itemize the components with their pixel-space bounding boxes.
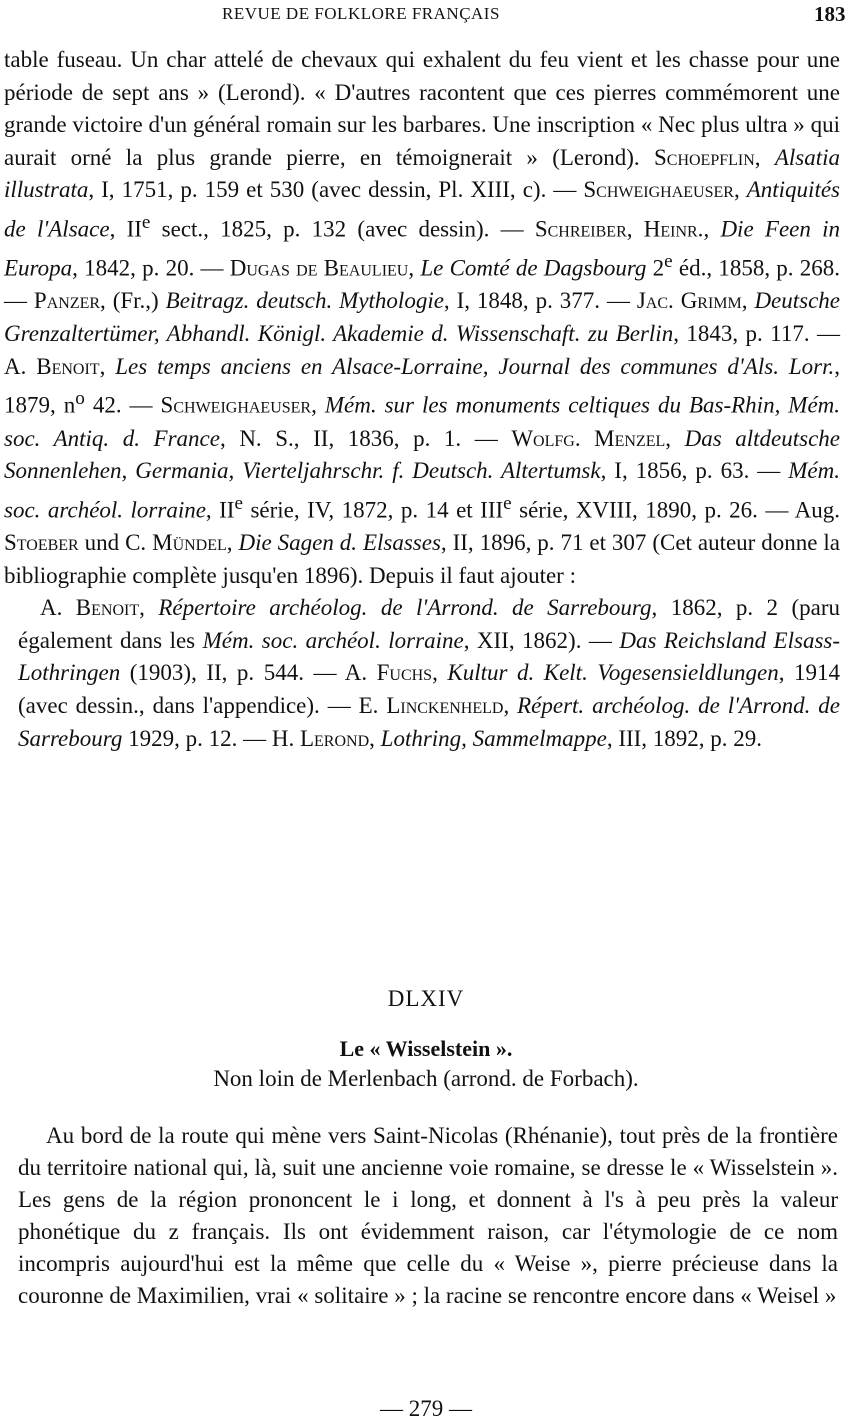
section-body: Au bord de la route qui mène vers Saint-Nicolas (Rhénanie), tout près de la frontière du territoire national qui, là, suit une ancienne voie romaine, se dresse le « Wisselstein ». Les gens de la région prononcent le i long, et donnent à l's à peu près la valeur phonétique du z français. Ils ont évidemment raison, car l'étymologie de ce nom incompris aujourd'hui est la même que celle du « Weise », pierre précieuse dans la couronne de Maximilien, vrai « solitaire » ; la racine se rencontre encore dans « Weisel » xyxy=(18,1123,838,1309)
text-run: , 1914 (avec dessin., dans l'appendice). — E. xyxy=(18,660,841,718)
text-run: , xyxy=(408,255,421,281)
text-run: , N. S., II, 1836, p. 1. — xyxy=(219,425,512,451)
text-run: , 1862, p. 2 (paru également dans les xyxy=(18,595,841,653)
text-run: table fuseau. Un char attelé de chevaux qui exhalent du feu vient et les chasse pour une période de sept ans » (Lerond). « D'autres racontent que ces pierres commémorent une grande victoire d'un général romain sur les barbares. Une inscription « Nec plus ultra » qui aurait orné la plus grande pierre, en témoignerait » (Lerond). xyxy=(4,47,840,170)
work-title: Alsatia illustrata xyxy=(4,144,841,203)
text-run: , xyxy=(311,392,325,418)
text-run: , xyxy=(226,529,239,555)
text-run: , xyxy=(99,353,116,379)
text-run: série, IV, 1872, p. 14 et III xyxy=(243,497,504,523)
text-run: , I, 1848, p. 377. — xyxy=(443,288,637,314)
text-run: , 1879, n xyxy=(4,353,841,418)
text-run: 2 xyxy=(646,255,665,281)
work-title: Das Reichsland Elsass-Lothringen xyxy=(18,627,841,686)
section-subtitle: Non loin de Merlenbach (arrond. de Forbach). xyxy=(213,1066,639,1091)
author-name: Stoeber xyxy=(4,529,79,555)
work-title: Mém. soc. archéol. lorraine xyxy=(4,458,840,523)
superscript: e xyxy=(141,211,151,233)
page-header xyxy=(0,2,852,28)
author-name: A. Benoit xyxy=(40,595,140,621)
work-title: Beitragz. deutsch. Mythologie xyxy=(165,288,444,314)
text-run: , xyxy=(665,425,685,451)
text-run: (1903), II, p. 544. — A. xyxy=(120,660,377,686)
author-name: Linckenheld xyxy=(386,692,504,718)
author-name: Schweighaeuser xyxy=(583,177,734,203)
footer-page-number: — 279 — xyxy=(380,1396,472,1421)
author-name: Lerond xyxy=(299,725,370,751)
superscript: e xyxy=(234,492,243,514)
author-name: Schweighaeuser xyxy=(160,392,312,418)
text-run: und C. xyxy=(78,529,153,555)
section-title: Le « Wisselstein ». xyxy=(339,1036,513,1061)
work-title: Das altdeutsche Sonnenlehen, Germania, Vierteljahrschr. f. Deutsch. Altertumsk xyxy=(4,425,840,484)
text-run: série, XVIII, 1890, p. 26. — Aug. xyxy=(511,497,840,523)
author-name: Mündel xyxy=(152,529,227,555)
text-run: , II xyxy=(205,497,235,523)
text-run: , xyxy=(703,216,721,242)
text-run: , XII, 1862). — xyxy=(463,627,620,653)
work-title: Antiquités de l'Alsace xyxy=(4,177,840,242)
work-title: Le Comté de Dagsbourg xyxy=(420,255,647,281)
text-run: , xyxy=(741,288,755,314)
text-run: 42. — xyxy=(84,392,161,418)
text-run: sect., 1825, p. 132 (avec dessin). — xyxy=(150,216,535,242)
text-run: , III, 1892, p. 29. xyxy=(606,725,763,751)
section-number: DLXIV xyxy=(387,986,465,1011)
text-run: , xyxy=(369,725,381,751)
author-name: Schreiber, Heinr. xyxy=(534,216,704,242)
author-name: Dugas de Beaulieu xyxy=(229,255,409,281)
work-title: Répert. archéolog. de l'Arrond. de Sarrebourg xyxy=(18,692,841,751)
work-title: Mém. sur les monuments celtiques du Bas-Rhin, Mém. soc. Antiq. d. France xyxy=(4,392,841,451)
work-title: Répertoire archéolog. de l'Arrond. de Sarrebourg xyxy=(158,595,652,621)
text-run: , (Fr.,) xyxy=(100,288,166,314)
author-name: Wolfg. Menzel xyxy=(511,425,666,451)
text-run: , I, 1856, p. 63. — xyxy=(600,458,789,484)
author-name: Jac. Grimm xyxy=(636,288,742,314)
superscript: e xyxy=(503,492,512,514)
superscript: o xyxy=(75,388,85,410)
text-run: , 1842, p. 20. — xyxy=(72,255,230,281)
bibliography-block xyxy=(4,44,840,755)
work-title: Lothring, Sammelmappe xyxy=(380,725,607,751)
work-title: Les temps anciens en Alsace-Lorraine, Journal des communes d'Als. Lorr. xyxy=(115,353,835,379)
bibliography-additions xyxy=(18,592,840,755)
superscript: e xyxy=(664,251,673,273)
author-name: Panzer xyxy=(33,288,101,314)
header-page-number: 183 xyxy=(814,2,846,26)
author-name: Schoepflin xyxy=(653,144,755,170)
text-run: , xyxy=(733,177,747,203)
work-title: Mém. soc. archéol. lorraine xyxy=(202,627,464,653)
text-run: éd., 1858, p. 268. — xyxy=(4,255,841,314)
bibliography-paragraph xyxy=(4,44,840,592)
text-run: 1929, p. 12. — H. xyxy=(122,725,300,751)
text-run: , xyxy=(503,692,518,718)
work-title: Kultur d. Kelt. Vogesensieldlungen xyxy=(447,660,779,686)
running-title: REVUE DE FOLKLORE FRANÇAIS xyxy=(222,4,500,23)
text-run: , I, 1751, p. 159 et 530 (avec dessin, Pl. XIII, c). — xyxy=(88,177,584,203)
author-name: A. Benoit xyxy=(4,353,100,379)
text-run: , II, 1896, p. 71 et 307 (Cet auteur donne la bibliographie complète jusqu'en 1896). Depuis il faut ajouter : xyxy=(4,529,841,588)
work-title: Die Feen in Europa xyxy=(4,216,840,281)
text-run: , xyxy=(139,595,159,621)
text-run: , II xyxy=(109,216,142,242)
text-run: , xyxy=(754,144,775,170)
author-name: Fuchs xyxy=(376,660,433,686)
text-run: , 1843, p. 117. — xyxy=(673,321,840,347)
text-run: , xyxy=(432,660,448,686)
work-title: Die Sagen d. Elsasses xyxy=(238,529,441,555)
work-title: Deutsche Grenzaltertümer, Abhandl. Königl. Akademie d. Wissenschaft. zu Berlin xyxy=(4,288,841,347)
